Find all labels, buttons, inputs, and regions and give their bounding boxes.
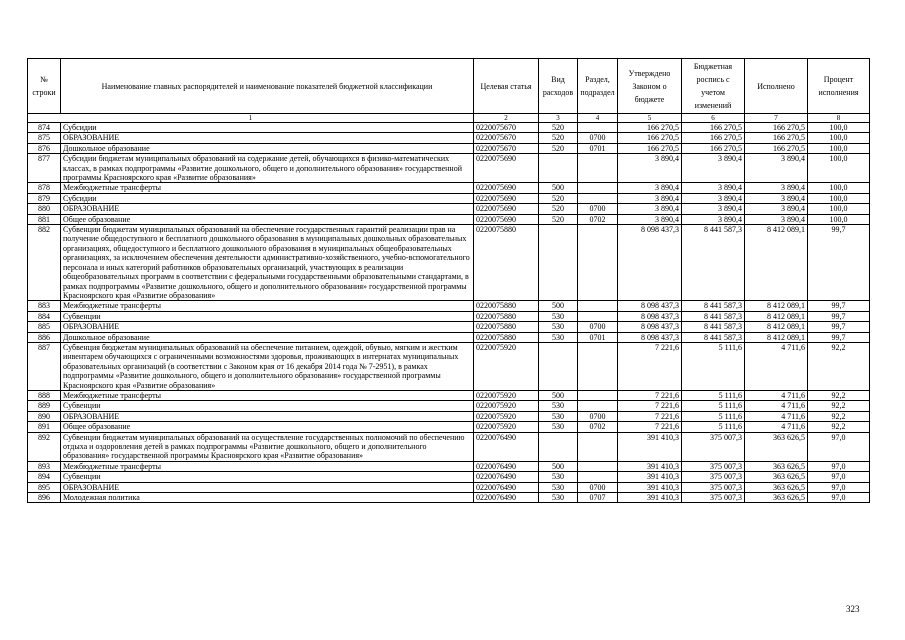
- row-number-cell: 889: [28, 401, 61, 411]
- section-cell: [578, 225, 618, 301]
- row-number-cell: 878: [28, 183, 61, 193]
- table-row: [28, 311, 870, 321]
- column-number-row: [28, 114, 870, 123]
- approved-amount-cell: 7 221,6: [618, 411, 682, 421]
- row-name-cell: Молодежная политика: [61, 493, 474, 503]
- approved-amount-cell: 166 270,5: [618, 133, 682, 143]
- section-cell: [578, 432, 618, 461]
- row-name-cell: Общее образование: [61, 422, 474, 432]
- row-name-cell: Дошкольное образование: [61, 143, 474, 153]
- header-budget-list: Бюджетная роспись с учетом изменений: [682, 59, 745, 114]
- header-name: Наименование главных распорядителей и наименование показателей бюджетной классификации: [61, 59, 474, 114]
- table-row: [28, 482, 870, 492]
- column-number: 4: [578, 114, 618, 123]
- header-executed: Исполнено: [745, 59, 808, 114]
- executed-amount-cell: 3 890,4: [745, 204, 808, 214]
- section-cell: [578, 193, 618, 203]
- expense-type-cell: [539, 154, 578, 183]
- table-row: [28, 225, 870, 301]
- executed-amount-cell: 4 711,6: [745, 401, 808, 411]
- executed-amount-cell: 363 626,5: [745, 432, 808, 461]
- section-cell: 0702: [578, 422, 618, 432]
- row-number-cell: 879: [28, 193, 61, 203]
- executed-amount-cell: 8 412 089,1: [745, 225, 808, 301]
- approved-amount-cell: 3 890,4: [618, 183, 682, 193]
- row-name-cell: Субвенция бюджетам муниципальных образований на обеспечение питанием, одеждой, обувью, мягким и жестким инвентарем обучающихся с ограниченными возможностями здоровья, проживающих в интернатах муниципальных образовательных организаций (в соответствии с Законом края от 16 декабря 2014 года № 7-2951), в рамках подпрограммы «Развитие дошкольного, общего и дополнительного образования» государственной программы Красноярского края «Развитие образования»: [61, 342, 474, 390]
- percent-cell: 100,0: [808, 214, 870, 224]
- expense-type-cell: 520: [539, 143, 578, 153]
- row-number-cell: 892: [28, 432, 61, 461]
- row-name-cell: Субвенции: [61, 472, 474, 482]
- approved-amount-cell: 8 098 437,3: [618, 322, 682, 332]
- expense-type-cell: 520: [539, 123, 578, 133]
- target-article-cell: 0220075920: [474, 342, 539, 390]
- section-cell: [578, 301, 618, 311]
- percent-cell: 100,0: [808, 204, 870, 214]
- row-number-cell: 895: [28, 482, 61, 492]
- percent-cell: 97,0: [808, 482, 870, 492]
- target-article-cell: 0220075880: [474, 311, 539, 321]
- executed-amount-cell: 8 412 089,1: [745, 332, 808, 342]
- table-row: [28, 301, 870, 311]
- percent-cell: 100,0: [808, 143, 870, 153]
- row-name-cell: ОБРАЗОВАНИЕ: [61, 133, 474, 143]
- percent-cell: 100,0: [808, 123, 870, 133]
- executed-amount-cell: 4 711,6: [745, 422, 808, 432]
- column-number: 1: [28, 114, 474, 123]
- row-name-cell: ОБРАЗОВАНИЕ: [61, 322, 474, 332]
- approved-amount-cell: 391 410,3: [618, 472, 682, 482]
- budget-list-amount-cell: 5 111,6: [682, 390, 745, 400]
- approved-amount-cell: 3 890,4: [618, 193, 682, 203]
- approved-amount-cell: 8 098 437,3: [618, 301, 682, 311]
- executed-amount-cell: 166 270,5: [745, 133, 808, 143]
- row-name-cell: Межбюджетные трансферты: [61, 301, 474, 311]
- section-cell: [578, 461, 618, 471]
- table-row: [28, 493, 870, 503]
- row-number-cell: 883: [28, 301, 61, 311]
- row-number-cell: 890: [28, 411, 61, 421]
- target-article-cell: 0220075670: [474, 123, 539, 133]
- row-number-cell: 886: [28, 332, 61, 342]
- row-name-cell: Субвенции: [61, 311, 474, 321]
- executed-amount-cell: 3 890,4: [745, 193, 808, 203]
- target-article-cell: 0220075690: [474, 193, 539, 203]
- section-cell: 0700: [578, 133, 618, 143]
- section-cell: 0700: [578, 482, 618, 492]
- header-row-number: № строки: [28, 59, 61, 114]
- row-name-cell: Субвенции бюджетам муниципальных образований на осуществление государственных полномочий по обеспечению отдыха и оздоровления детей в рамках подпрограммы «Развитие дошкольного, общего и дополнительного образования» государственной программы Красноярского края «Развитие образования»: [61, 432, 474, 461]
- target-article-cell: 0220075690: [474, 183, 539, 193]
- section-cell: [578, 154, 618, 183]
- table-row: [28, 411, 870, 421]
- table-row: [28, 432, 870, 461]
- header-approved: Утверждено Законом о бюджете: [618, 59, 682, 114]
- row-name-cell: Субвенции: [61, 401, 474, 411]
- executed-amount-cell: 363 626,5: [745, 493, 808, 503]
- table-row: [28, 461, 870, 471]
- column-number: 2: [474, 114, 539, 123]
- approved-amount-cell: 166 270,5: [618, 123, 682, 133]
- budget-list-amount-cell: 8 441 587,3: [682, 332, 745, 342]
- budget-list-amount-cell: 3 890,4: [682, 183, 745, 193]
- row-number-cell: 877: [28, 154, 61, 183]
- executed-amount-cell: 3 890,4: [745, 214, 808, 224]
- approved-amount-cell: 8 098 437,3: [618, 332, 682, 342]
- expense-type-cell: [539, 342, 578, 390]
- budget-list-amount-cell: 375 007,3: [682, 493, 745, 503]
- expense-type-cell: 520: [539, 133, 578, 143]
- expense-type-cell: 530: [539, 493, 578, 503]
- table-row: [28, 143, 870, 153]
- target-article-cell: 0220075920: [474, 411, 539, 421]
- expense-type-cell: 500: [539, 390, 578, 400]
- row-number-cell: 880: [28, 204, 61, 214]
- row-name-cell: ОБРАЗОВАНИЕ: [61, 482, 474, 492]
- page-number: 323: [846, 604, 860, 614]
- row-name-cell: Общее образование: [61, 214, 474, 224]
- approved-amount-cell: 3 890,4: [618, 214, 682, 224]
- approved-amount-cell: 7 221,6: [618, 390, 682, 400]
- table-row: [28, 472, 870, 482]
- approved-amount-cell: 3 890,4: [618, 204, 682, 214]
- expense-type-cell: 520: [539, 204, 578, 214]
- table-row: [28, 322, 870, 332]
- row-number-cell: 894: [28, 472, 61, 482]
- row-name-cell: ОБРАЗОВАНИЕ: [61, 204, 474, 214]
- percent-cell: 97,0: [808, 461, 870, 471]
- executed-amount-cell: 3 890,4: [745, 183, 808, 193]
- row-name-cell: Субсидии: [61, 123, 474, 133]
- header-section: Раздел, подраздел: [578, 59, 618, 114]
- section-cell: [578, 183, 618, 193]
- section-cell: 0700: [578, 204, 618, 214]
- row-name-cell: Дошкольное образование: [61, 332, 474, 342]
- budget-list-amount-cell: 3 890,4: [682, 214, 745, 224]
- section-cell: [578, 342, 618, 390]
- expense-type-cell: 500: [539, 301, 578, 311]
- target-article-cell: 0220075920: [474, 401, 539, 411]
- column-number: 7: [745, 114, 808, 123]
- percent-cell: 100,0: [808, 133, 870, 143]
- percent-cell: 92,2: [808, 401, 870, 411]
- percent-cell: 100,0: [808, 154, 870, 183]
- target-article-cell: 0220075880: [474, 322, 539, 332]
- row-name-cell: Субвенции бюджетам муниципальных образований на обеспечение государственных гарантий реализации прав на получение общедоступного и бесплатного дошкольного образования в муниципальных дошкольных образовательных организациях, общедоступного и бесплатного дошкольного образования в муниципальных общеобразовательных организациях, за исключением обеспечения деятельности административно-хозяйственного, учебно-вспомогательного персонала и иных категорий работников образовательных организаций, участвующих в реализации общеобразовательных программ в соответствии с федеральными государственными образовательными стандартами, в рамках подпрограммы «Развитие дошкольного, общего и дополнительного образования» государственной программы Красноярского края «Развитие образования»: [61, 225, 474, 301]
- row-number-cell: 891: [28, 422, 61, 432]
- target-article-cell: 0220076490: [474, 461, 539, 471]
- row-name-cell: Субсидии: [61, 193, 474, 203]
- table-row: [28, 123, 870, 133]
- percent-cell: 99,7: [808, 301, 870, 311]
- budget-list-amount-cell: 8 441 587,3: [682, 301, 745, 311]
- budget-list-amount-cell: 166 270,5: [682, 143, 745, 153]
- target-article-cell: 0220076490: [474, 493, 539, 503]
- section-cell: [578, 311, 618, 321]
- percent-cell: 97,0: [808, 493, 870, 503]
- section-cell: 0700: [578, 411, 618, 421]
- table-row: [28, 133, 870, 143]
- executed-amount-cell: 4 711,6: [745, 390, 808, 400]
- header-row: [28, 59, 870, 114]
- table-row: [28, 332, 870, 342]
- target-article-cell: 0220075670: [474, 143, 539, 153]
- expense-type-cell: 530: [539, 422, 578, 432]
- executed-amount-cell: 166 270,5: [745, 123, 808, 133]
- section-cell: 0707: [578, 493, 618, 503]
- budget-list-amount-cell: 375 007,3: [682, 472, 745, 482]
- approved-amount-cell: 8 098 437,3: [618, 311, 682, 321]
- approved-amount-cell: 391 410,3: [618, 432, 682, 461]
- percent-cell: 97,0: [808, 432, 870, 461]
- table-header: [28, 59, 870, 123]
- budget-list-amount-cell: 5 111,6: [682, 411, 745, 421]
- row-name-cell: ОБРАЗОВАНИЕ: [61, 411, 474, 421]
- section-cell: [578, 123, 618, 133]
- budget-list-amount-cell: 5 111,6: [682, 422, 745, 432]
- approved-amount-cell: 391 410,3: [618, 461, 682, 471]
- expense-type-cell: 530: [539, 482, 578, 492]
- row-number-cell: 887: [28, 342, 61, 390]
- section-cell: 0702: [578, 214, 618, 224]
- executed-amount-cell: 166 270,5: [745, 143, 808, 153]
- expense-type-cell: 530: [539, 322, 578, 332]
- budget-list-amount-cell: 3 890,4: [682, 204, 745, 214]
- executed-amount-cell: 363 626,5: [745, 461, 808, 471]
- budget-list-amount-cell: 8 441 587,3: [682, 311, 745, 321]
- table-row: [28, 401, 870, 411]
- target-article-cell: 0220076490: [474, 432, 539, 461]
- expense-type-cell: [539, 225, 578, 301]
- table-row: [28, 342, 870, 390]
- table-row: [28, 193, 870, 203]
- table-body: [28, 123, 870, 503]
- row-number-cell: 885: [28, 322, 61, 332]
- expense-type-cell: 530: [539, 411, 578, 421]
- percent-cell: 92,2: [808, 422, 870, 432]
- executed-amount-cell: 4 711,6: [745, 342, 808, 390]
- percent-cell: 100,0: [808, 183, 870, 193]
- percent-cell: 99,7: [808, 225, 870, 301]
- target-article-cell: 0220075690: [474, 154, 539, 183]
- section-cell: 0701: [578, 143, 618, 153]
- executed-amount-cell: 3 890,4: [745, 154, 808, 183]
- budget-list-amount-cell: 3 890,4: [682, 193, 745, 203]
- executed-amount-cell: 8 412 089,1: [745, 322, 808, 332]
- budget-list-amount-cell: 3 890,4: [682, 154, 745, 183]
- section-cell: [578, 390, 618, 400]
- table-row: [28, 422, 870, 432]
- row-number-cell: 875: [28, 133, 61, 143]
- header-target-article: Целевая статья: [474, 59, 539, 114]
- row-number-cell: 893: [28, 461, 61, 471]
- budget-list-amount-cell: 8 441 587,3: [682, 322, 745, 332]
- budget-list-amount-cell: 166 270,5: [682, 133, 745, 143]
- expense-type-cell: 530: [539, 332, 578, 342]
- expense-type-cell: 530: [539, 472, 578, 482]
- column-number: 6: [682, 114, 745, 123]
- executed-amount-cell: 8 412 089,1: [745, 301, 808, 311]
- expense-type-cell: [539, 432, 578, 461]
- expense-type-cell: 500: [539, 183, 578, 193]
- percent-cell: 99,7: [808, 322, 870, 332]
- budget-list-amount-cell: 5 111,6: [682, 401, 745, 411]
- target-article-cell: 0220075920: [474, 422, 539, 432]
- row-number-cell: 882: [28, 225, 61, 301]
- target-article-cell: 0220075690: [474, 214, 539, 224]
- row-number-cell: 881: [28, 214, 61, 224]
- budget-list-amount-cell: 375 007,3: [682, 432, 745, 461]
- target-article-cell: 0220076490: [474, 472, 539, 482]
- target-article-cell: 0220076490: [474, 482, 539, 492]
- row-number-cell: 888: [28, 390, 61, 400]
- budget-list-amount-cell: 5 111,6: [682, 342, 745, 390]
- budget-list-amount-cell: 375 007,3: [682, 461, 745, 471]
- target-article-cell: 0220075880: [474, 301, 539, 311]
- budget-list-amount-cell: 166 270,5: [682, 123, 745, 133]
- executed-amount-cell: 4 711,6: [745, 411, 808, 421]
- section-cell: [578, 401, 618, 411]
- approved-amount-cell: 391 410,3: [618, 482, 682, 492]
- column-number: 3: [539, 114, 578, 123]
- section-cell: 0701: [578, 332, 618, 342]
- executed-amount-cell: 8 412 089,1: [745, 311, 808, 321]
- column-number: 5: [618, 114, 682, 123]
- approved-amount-cell: 3 890,4: [618, 154, 682, 183]
- approved-amount-cell: 8 098 437,3: [618, 225, 682, 301]
- percent-cell: 100,0: [808, 193, 870, 203]
- target-article-cell: 0220075880: [474, 332, 539, 342]
- table-row: [28, 390, 870, 400]
- executed-amount-cell: 363 626,5: [745, 472, 808, 482]
- executed-amount-cell: 363 626,5: [745, 482, 808, 492]
- expense-type-cell: 530: [539, 311, 578, 321]
- percent-cell: 92,2: [808, 411, 870, 421]
- section-cell: 0700: [578, 322, 618, 332]
- header-percent: Процент исполнения: [808, 59, 870, 114]
- target-article-cell: 0220075690: [474, 204, 539, 214]
- percent-cell: 99,7: [808, 311, 870, 321]
- percent-cell: 97,0: [808, 472, 870, 482]
- budget-list-amount-cell: 8 441 587,3: [682, 225, 745, 301]
- row-number-cell: 876: [28, 143, 61, 153]
- column-number: 8: [808, 114, 870, 123]
- row-name-cell: Межбюджетные трансферты: [61, 390, 474, 400]
- approved-amount-cell: 7 221,6: [618, 401, 682, 411]
- target-article-cell: 0220075920: [474, 390, 539, 400]
- table-row: [28, 183, 870, 193]
- table-row: [28, 204, 870, 214]
- header-expense-type: Вид расходов: [539, 59, 578, 114]
- percent-cell: 92,2: [808, 390, 870, 400]
- row-name-cell: Субсидии бюджетам муниципальных образований на содержание детей, обучающихся в физико-математических классах, в рамках подпрограммы «Развитие дошкольного, общего и дополнительного образования» государственной программы Красноярского края «Развитие образования»: [61, 154, 474, 183]
- table-row: [28, 214, 870, 224]
- percent-cell: 99,7: [808, 332, 870, 342]
- row-number-cell: 896: [28, 493, 61, 503]
- row-number-cell: 874: [28, 123, 61, 133]
- expense-type-cell: 520: [539, 193, 578, 203]
- target-article-cell: 0220075670: [474, 133, 539, 143]
- table-row: [28, 154, 870, 183]
- expense-type-cell: 520: [539, 214, 578, 224]
- budget-execution-table: [27, 58, 870, 503]
- row-number-cell: 884: [28, 311, 61, 321]
- approved-amount-cell: 166 270,5: [618, 143, 682, 153]
- expense-type-cell: 530: [539, 401, 578, 411]
- target-article-cell: 0220075880: [474, 225, 539, 301]
- row-name-cell: Межбюджетные трансферты: [61, 183, 474, 193]
- percent-cell: 92,2: [808, 342, 870, 390]
- approved-amount-cell: 391 410,3: [618, 493, 682, 503]
- approved-amount-cell: 7 221,6: [618, 342, 682, 390]
- row-name-cell: Межбюджетные трансферты: [61, 461, 474, 471]
- approved-amount-cell: 7 221,6: [618, 422, 682, 432]
- expense-type-cell: 500: [539, 461, 578, 471]
- section-cell: [578, 472, 618, 482]
- budget-list-amount-cell: 375 007,3: [682, 482, 745, 492]
